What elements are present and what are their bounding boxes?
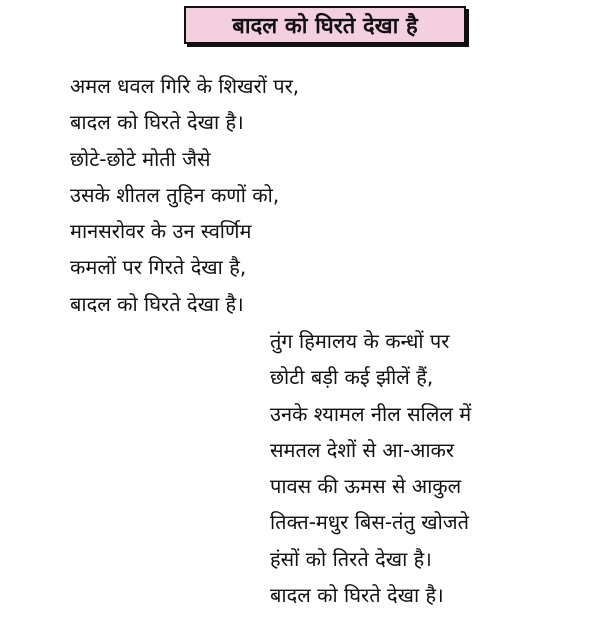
poem-line: पावस की ऊमस से आकुल [270, 474, 462, 499]
poem-line: उसके शीतल तुहिन कणों को, [70, 182, 280, 207]
poem-line: उनके श्यामल नील सलिल में [270, 401, 472, 426]
poem-line: छोटी बड़ी कई झीलें हैं, [270, 365, 434, 390]
poem-line: कमलों पर गिरते देखा है, [70, 255, 247, 280]
poem-line: बादल को घिरते देखा है। [70, 110, 244, 135]
stanza-2 [270, 323, 471, 613]
poem-line: हंसों को तिरते देखा है। [270, 546, 432, 571]
poem-line: बादल को घिरते देखा है। [70, 291, 244, 316]
stanza-1 [70, 68, 299, 322]
poem-line: समतल देशों से आ-आकर [270, 437, 455, 462]
poem-line: बादल को घिरते देखा है। [270, 583, 444, 608]
poem-line: छोटे-छोटे मोती जैसे [70, 146, 211, 171]
poem-title-box [184, 6, 466, 44]
poem-line: मानसरोवर के उन स्वर्णिम [70, 219, 252, 244]
poem-line: अमल धवल गिरि के शिखरों पर, [70, 74, 300, 98]
poem-line: तुंग हिमालय के कन्धों पर [270, 329, 450, 353]
poem-title: बादल को घिरते देखा है [232, 14, 418, 39]
poem-line: तिक्त-मधुर बिस-तंतु खोजते [270, 510, 469, 535]
